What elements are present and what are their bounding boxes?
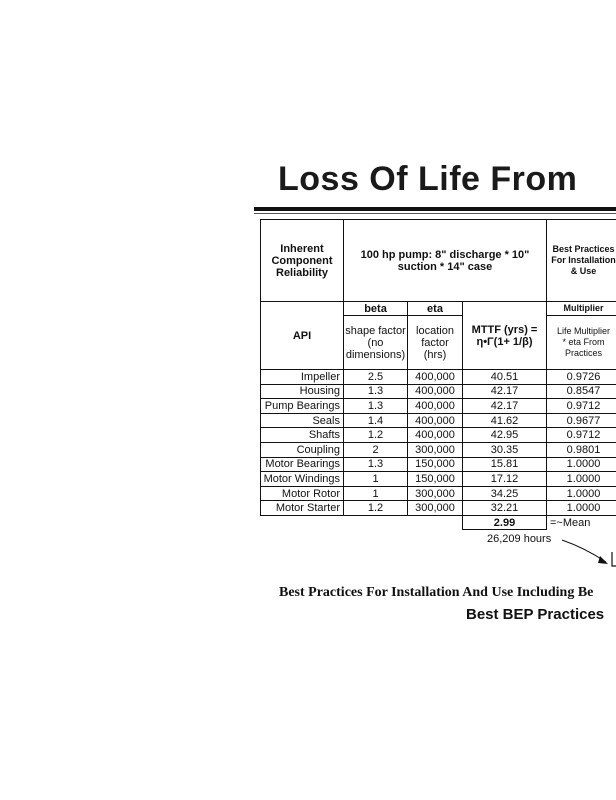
cell-mttf: 15.81 (462, 457, 547, 473)
cell-beta: 1 (343, 471, 408, 487)
cell-multiplier: 0.9677 (546, 413, 616, 429)
footer-line-2: Best BEP Practices (466, 606, 605, 623)
cell-beta: 1 (343, 486, 408, 502)
cell-eta: 400,000 (407, 369, 463, 385)
cell-eta: 300,000 (407, 500, 463, 516)
cell-multiplier: 0.9726 (546, 369, 616, 385)
cell-multiplier: 0.9801 (546, 442, 616, 458)
cell-mttf: 30.35 (462, 442, 547, 458)
header-shape-factor: shape factor (no dimensions) (343, 315, 408, 370)
cell-beta: 1.2 (343, 427, 408, 443)
cell-multiplier: 0.9712 (546, 398, 616, 414)
hours-note: 26,209 hours (487, 533, 552, 545)
header-inherent-reliability: Inherent Component Reliability (260, 219, 344, 302)
cell-mttf: 42.95 (462, 427, 547, 443)
mean-note: =~Mean (550, 517, 591, 529)
cell-mttf: 42.17 (462, 398, 547, 414)
cell-mttf: 34.25 (462, 486, 547, 502)
cell-multiplier: 0.8547 (546, 384, 616, 400)
header-multiplier: Multiplier (546, 301, 616, 316)
cell-beta: 2.5 (343, 369, 408, 385)
cell-beta: 1.2 (343, 500, 408, 516)
cell-component: Coupling (260, 442, 344, 458)
cell-eta: 400,000 (407, 384, 463, 400)
cell-component: Motor Starter (260, 500, 344, 516)
cell-component: Shafts (260, 427, 344, 443)
cell-component: Pump Bearings (260, 398, 344, 414)
page-title: Loss Of Life From (278, 160, 578, 198)
header-location-factor: location factor (hrs) (407, 315, 463, 370)
cell-eta: 400,000 (407, 413, 463, 429)
header-mttf: MTTF (yrs) = η•Γ(1+ 1/β) (462, 301, 547, 370)
cell-beta: 1.3 (343, 457, 408, 473)
cell-component: Motor Rotor (260, 486, 344, 502)
cell-eta: 400,000 (407, 398, 463, 414)
header-pump-description: 100 hp pump: 8" discharge * 10" suction * 14" case (343, 219, 547, 302)
header-eta: eta (407, 301, 463, 316)
header-beta: beta (343, 301, 408, 316)
cell-component: Motor Windings (260, 471, 344, 487)
cell-multiplier: 1.0000 (546, 457, 616, 473)
cell-component: Impeller (260, 369, 344, 385)
cell-mttf: 17.12 (462, 471, 547, 487)
cell-beta: 1.3 (343, 384, 408, 400)
cell-component: Seals (260, 413, 344, 429)
footer-line-1: Best Practices For Installation And Use Including Be (279, 585, 594, 600)
cell-multiplier: 1.0000 (546, 486, 616, 502)
header-api-label: API (292, 329, 312, 342)
cell-mttf: 42.17 (462, 384, 547, 400)
cell-component: Housing (260, 384, 344, 400)
header-best-practices: Best Practices For Installation & Use (546, 219, 616, 302)
cell-beta: 1.3 (343, 398, 408, 414)
cell-multiplier: 1.0000 (546, 471, 616, 487)
cell-eta: 150,000 (407, 471, 463, 487)
cell-mttf: 40.51 (462, 369, 547, 385)
cell-mttf: 32.21 (462, 500, 547, 516)
cell-beta: 1.4 (343, 413, 408, 429)
cell-mttf: 41.62 (462, 413, 547, 429)
cell-multiplier: 0.9712 (546, 427, 616, 443)
cell-eta: 150,000 (407, 457, 463, 473)
cell-eta: 400,000 (407, 427, 463, 443)
cell-eta: 300,000 (407, 442, 463, 458)
cell-component: Motor Bearings (260, 457, 344, 473)
cell-eta: 300,000 (407, 486, 463, 502)
header-life-multiplier: Life Multiplier * eta From Practices (546, 315, 616, 370)
system-mttf-value: 2.99 (493, 516, 516, 529)
cell-multiplier: 1.0000 (546, 500, 616, 516)
cell-beta: 2 (343, 442, 408, 458)
